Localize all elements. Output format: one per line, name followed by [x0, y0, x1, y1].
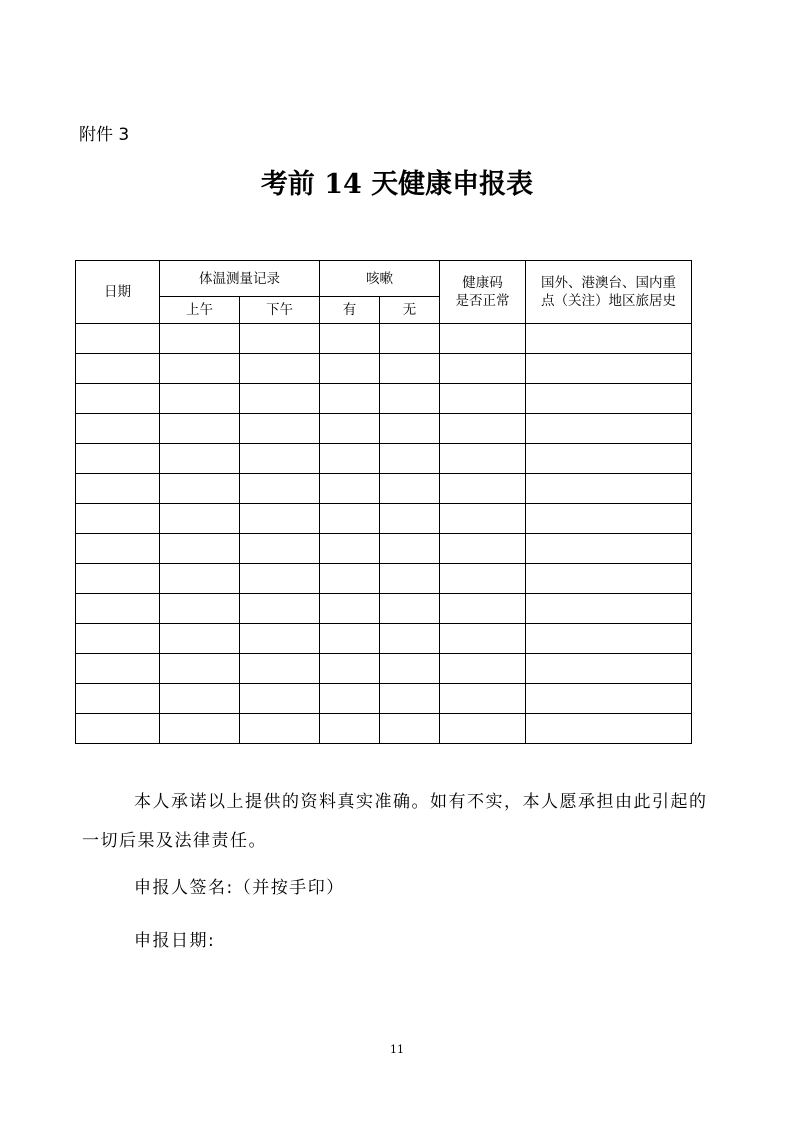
temp-am-cell[interactable]	[160, 564, 240, 594]
attachment-label: 附件 3	[79, 125, 130, 145]
date-cell[interactable]	[76, 414, 160, 444]
cough-yes-cell[interactable]	[320, 384, 380, 414]
table-row	[76, 534, 692, 564]
table-row	[76, 384, 692, 414]
date-cell[interactable]	[76, 474, 160, 504]
table-row	[76, 414, 692, 444]
header-health-code	[440, 261, 526, 324]
temp-am-cell[interactable]	[160, 444, 240, 474]
temp-am-cell[interactable]	[160, 384, 240, 414]
date-cell[interactable]	[76, 534, 160, 564]
date-cell[interactable]	[76, 384, 160, 414]
cough-no-cell[interactable]	[380, 594, 440, 624]
header-health-code-line1: 健康码	[462, 275, 503, 291]
cough-no-cell[interactable]	[380, 384, 440, 414]
promise-statement	[82, 783, 722, 861]
cough-yes-cell[interactable]	[320, 504, 380, 534]
cough-no-cell[interactable]	[380, 624, 440, 654]
health-code-cell[interactable]	[440, 474, 526, 504]
cough-yes-cell[interactable]	[320, 354, 380, 384]
cough-no-cell[interactable]	[380, 534, 440, 564]
cough-yes-cell[interactable]	[320, 654, 380, 684]
cough-no-cell[interactable]	[380, 564, 440, 594]
temp-am-cell[interactable]	[160, 414, 240, 444]
temp-pm-cell[interactable]	[240, 324, 320, 354]
travel-history-cell[interactable]	[526, 444, 692, 474]
travel-history-cell[interactable]	[526, 534, 692, 564]
date-cell[interactable]	[76, 354, 160, 384]
temp-pm-cell[interactable]	[240, 414, 320, 444]
cough-yes-cell[interactable]	[320, 444, 380, 474]
cough-yes-cell[interactable]	[320, 624, 380, 654]
temp-am-cell[interactable]	[160, 534, 240, 564]
promise-text: 本人承诺以上提供的资料真实准确。如有不实，本人愿承担由此引起的一切后果及法律责任。	[82, 792, 708, 851]
health-code-cell[interactable]	[440, 444, 526, 474]
date-cell[interactable]	[76, 324, 160, 354]
temp-am-cell[interactable]	[160, 654, 240, 684]
temp-pm-cell[interactable]	[240, 594, 320, 624]
table-row	[76, 324, 692, 354]
travel-history-cell[interactable]	[526, 654, 692, 684]
page-number: 11	[390, 1043, 404, 1056]
cough-yes-cell[interactable]	[320, 684, 380, 714]
travel-history-cell[interactable]	[526, 474, 692, 504]
cough-yes-cell[interactable]	[320, 474, 380, 504]
cough-yes-cell[interactable]	[320, 414, 380, 444]
subheader-morning: 上午	[160, 297, 240, 324]
cough-no-cell[interactable]	[380, 684, 440, 714]
cough-no-cell[interactable]	[380, 474, 440, 504]
temp-pm-cell[interactable]	[240, 714, 320, 744]
date-cell[interactable]	[76, 624, 160, 654]
temp-am-cell[interactable]	[160, 714, 240, 744]
subheader-afternoon: 下午	[240, 297, 320, 324]
health-code-cell[interactable]	[440, 504, 526, 534]
temp-pm-cell[interactable]	[240, 654, 320, 684]
temp-pm-cell[interactable]	[240, 384, 320, 414]
declaration-date-label: 申报日期:	[134, 931, 216, 951]
temp-pm-cell[interactable]	[240, 534, 320, 564]
cough-no-cell[interactable]	[380, 654, 440, 684]
temp-pm-cell[interactable]	[240, 564, 320, 594]
health-code-cell[interactable]	[440, 324, 526, 354]
travel-history-cell[interactable]	[526, 324, 692, 354]
table-row	[76, 504, 692, 534]
header-travel-history-line1: 国外、港澳台、国内重	[541, 275, 676, 291]
table-row	[76, 654, 692, 684]
cough-yes-cell[interactable]	[320, 594, 380, 624]
header-health-code-line2: 是否正常	[455, 293, 510, 309]
table-body	[76, 324, 692, 744]
cough-yes-cell[interactable]	[320, 324, 380, 354]
temp-pm-cell[interactable]	[240, 624, 320, 654]
cough-yes-cell[interactable]	[320, 534, 380, 564]
health-code-cell[interactable]	[440, 414, 526, 444]
health-declaration-table	[75, 260, 692, 744]
travel-history-cell[interactable]	[526, 624, 692, 654]
date-cell[interactable]	[76, 504, 160, 534]
subheader-cough-yes: 有	[320, 297, 380, 324]
subheader-cough-no: 无	[380, 297, 440, 324]
temp-am-cell[interactable]	[160, 474, 240, 504]
date-cell[interactable]	[76, 654, 160, 684]
cough-no-cell[interactable]	[380, 354, 440, 384]
health-code-cell[interactable]	[440, 384, 526, 414]
temp-pm-cell[interactable]	[240, 444, 320, 474]
cough-no-cell[interactable]	[380, 444, 440, 474]
temp-pm-cell[interactable]	[240, 504, 320, 534]
header-cough: 咳嗽	[320, 261, 440, 297]
travel-history-cell[interactable]	[526, 564, 692, 594]
travel-history-cell[interactable]	[526, 354, 692, 384]
temp-am-cell[interactable]	[160, 354, 240, 384]
travel-history-cell[interactable]	[526, 384, 692, 414]
temp-am-cell[interactable]	[160, 504, 240, 534]
cough-no-cell[interactable]	[380, 504, 440, 534]
table-row	[76, 684, 692, 714]
table-row	[76, 354, 692, 384]
temp-pm-cell[interactable]	[240, 684, 320, 714]
header-date: 日期	[76, 261, 160, 324]
cough-no-cell[interactable]	[380, 414, 440, 444]
header-temperature-record: 体温测量记录	[160, 261, 320, 297]
temp-am-cell[interactable]	[160, 324, 240, 354]
temp-am-cell[interactable]	[160, 594, 240, 624]
signature-label: 申报人签名:（并按手印）	[134, 878, 345, 898]
date-cell[interactable]	[76, 564, 160, 594]
cough-no-cell[interactable]	[380, 324, 440, 354]
travel-history-cell[interactable]	[526, 594, 692, 624]
temp-pm-cell[interactable]	[240, 474, 320, 504]
date-cell[interactable]	[76, 594, 160, 624]
travel-history-cell[interactable]	[526, 684, 692, 714]
form-title: 考前 14 天健康申报表	[260, 169, 534, 200]
table-row	[76, 594, 692, 624]
travel-history-cell[interactable]	[526, 504, 692, 534]
health-code-cell[interactable]	[440, 354, 526, 384]
date-cell[interactable]	[76, 714, 160, 744]
health-code-cell[interactable]	[440, 624, 526, 654]
table-row	[76, 474, 692, 504]
cough-yes-cell[interactable]	[320, 714, 380, 744]
health-code-cell[interactable]	[440, 534, 526, 564]
health-code-cell[interactable]	[440, 564, 526, 594]
travel-history-cell[interactable]	[526, 414, 692, 444]
health-code-cell[interactable]	[440, 654, 526, 684]
table-row	[76, 444, 692, 474]
cough-no-cell[interactable]	[380, 714, 440, 744]
table-row	[76, 624, 692, 654]
table-row	[76, 714, 692, 744]
table-row	[76, 564, 692, 594]
health-code-cell[interactable]	[440, 594, 526, 624]
travel-history-cell[interactable]	[526, 714, 692, 744]
health-code-cell[interactable]	[440, 684, 526, 714]
cough-yes-cell[interactable]	[320, 564, 380, 594]
header-travel-history-line2: 点（关注）地区旅居史	[541, 293, 676, 309]
temp-am-cell[interactable]	[160, 624, 240, 654]
date-cell[interactable]	[76, 684, 160, 714]
date-cell[interactable]	[76, 444, 160, 474]
header-travel-history	[526, 261, 692, 324]
temp-am-cell[interactable]	[160, 684, 240, 714]
health-code-cell[interactable]	[440, 714, 526, 744]
temp-pm-cell[interactable]	[240, 354, 320, 384]
